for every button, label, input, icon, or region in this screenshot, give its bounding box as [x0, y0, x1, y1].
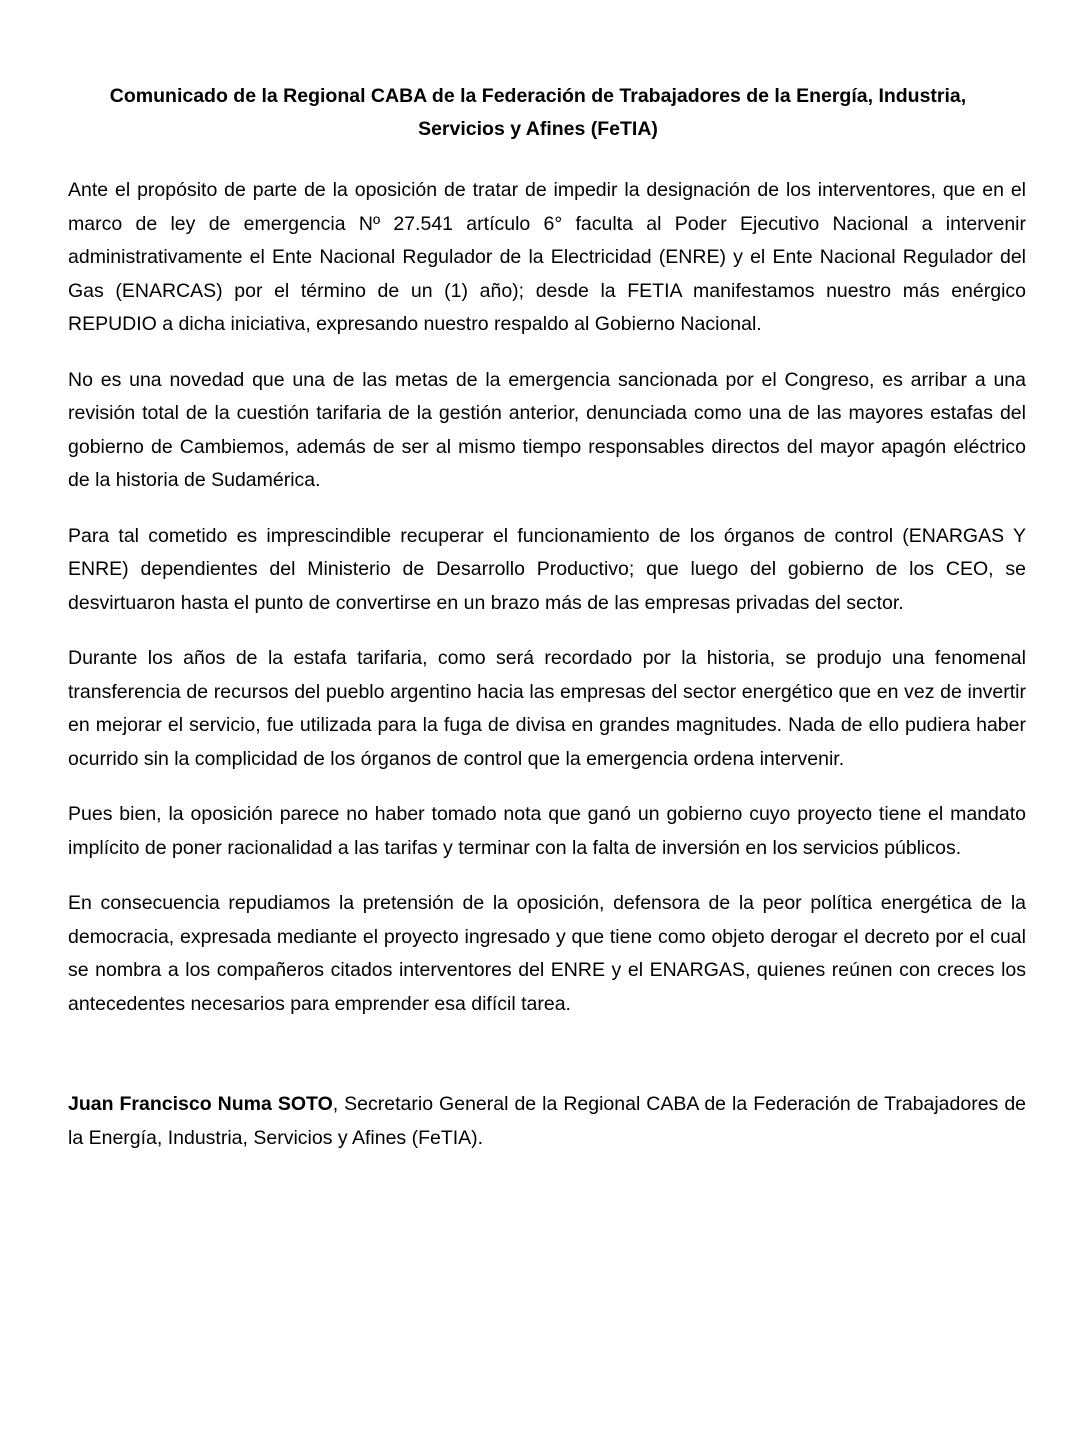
signature-block [68, 1088, 1026, 1155]
document-title: Comunicado de la Regional CABA de la Federación de Trabajadores de la Energía, Industria, Servicios y Afines (FeTIA) [109, 85, 967, 140]
paragraph-4: Durante los años de la estafa tarifaria, como será recordado por la historia, se produjo una fenomenal transferencia de recursos del pueblo argentino hacia las empresas del sector energético que en vez de invertir en mejorar el servicio, fue utilizada para la fuga de divisa en grandes magnitudes. Nada de ello pudiera haber ocurrido sin la complicidad de los órganos de control que la emergencia ordena intervenir. [68, 647, 1026, 770]
signature-name: Juan Francisco Numa SOTO [68, 1093, 333, 1115]
paragraph-5: Pues bien, la oposición parece no haber tomado nota que ganó un gobierno cuyo proyecto tiene el mandato implícito de poner racionalidad a las tarifas y terminar con la falta de inversión en los servicios públicos. [68, 803, 1026, 859]
paragraph-6: En consecuencia repudiamos la pretensión de la oposición, defensora de la peor política energética de la democracia, expresada mediante el proyecto ingresado y que tiene como objeto derogar el decreto por el cual se nombra a los compañeros citados interventores del ENRE y el ENARGAS, quienes reúnen con creces los antecedentes necesarios para emprender esa difícil tarea. [68, 892, 1026, 1015]
signature-role: , Secretario General de la Regional CABA de la Federación de Trabajadores de la Energía, Industria, Servicios y Afines (FeTIA). [68, 1093, 1027, 1149]
paragraph-3: Para tal cometido es imprescindible recuperar el funcionamiento de los órganos de control (ENARGAS Y ENRE) dependientes del Ministerio de Desarrollo Productivo; que luego del gobierno de los CEO, se desvirtuaron hasta el punto de convertirse en un brazo más de las empresas privadas del sector. [68, 524, 1026, 614]
paragraph-1: Ante el propósito de parte de la oposición de tratar de impedir la designación de los interventores, que en el marco de ley de emergencia Nº 27.541 artículo 6° faculta al Poder Ejecutivo Nacional a intervenir administrativamente el Ente Nacional Regulador de la Electricidad (ENRE) y el Ente Nacional Regulador del Gas (ENARCAS) por el término de un (1) año); desde la FETIA manifestamos nuestro más enérgico REPUDIO a dicha iniciativa, expresando nuestro respaldo al Gobierno Nacional. [68, 179, 1026, 335]
paragraph-2: No es una novedad que una de las metas de la emergencia sancionada por el Congreso, es arribar a una revisión total de la cuestión tarifaria de la gestión anterior, denunciada como una de las mayores estafas del gobierno de Cambiemos, además de ser al mismo tiempo responsables directos del mayor apagón eléctrico de la historia de Sudamérica. [68, 368, 1026, 491]
